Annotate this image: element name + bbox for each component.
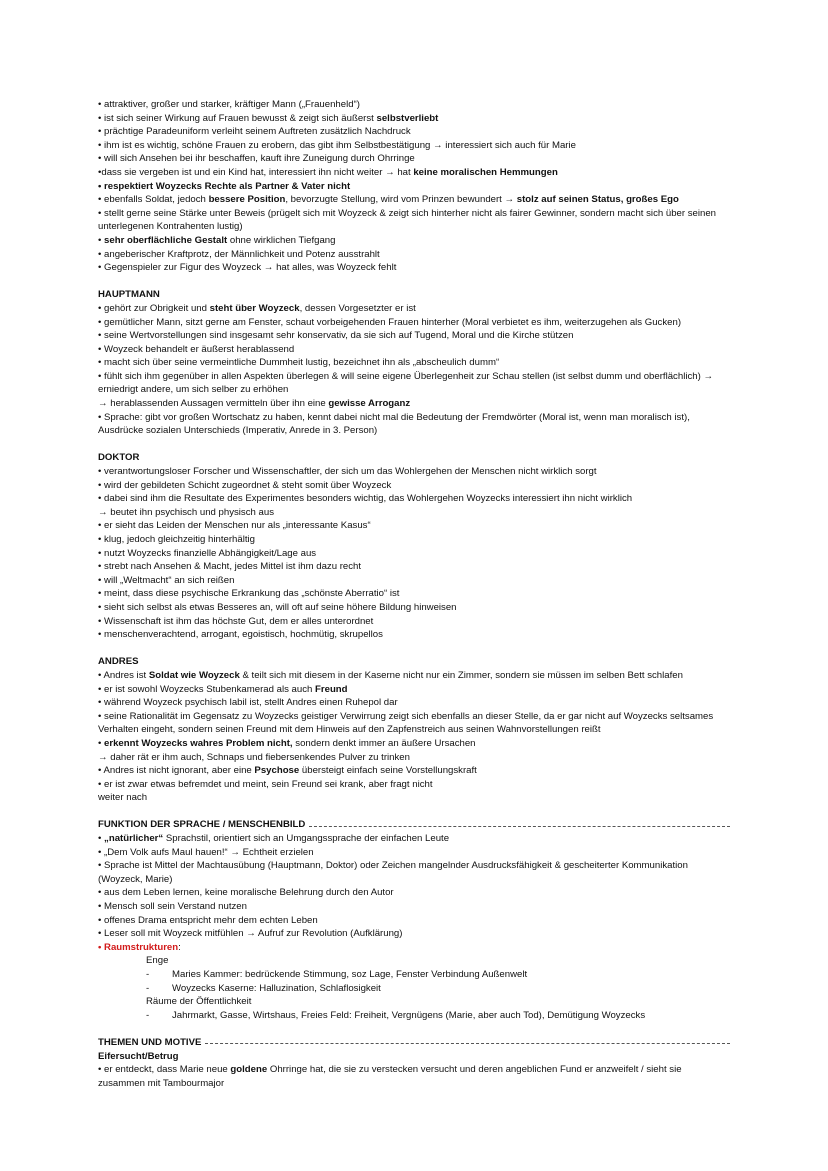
bold-text: „natürlicher“ (104, 833, 164, 845)
list-item: • fühlt sich ihm gegenüber in allen Aspekten überlegen & will seine eigene Überlegenheit zur Schau stellen (ist selbst dumm und oberflächlich) → erniedrigt andere, um sich selber zu erhöhen (98, 370, 714, 396)
text: • gehört zur Obrigkeit und (98, 302, 210, 314)
list-item: • will sich Ansehen bei ihr beschaffen, kauft ihre Zuneigung durch Ohrringe (98, 153, 415, 165)
bold-text: steht über Woyzeck (209, 302, 300, 314)
text: • ebenfalls Soldat, jedoch (98, 194, 209, 206)
dash: - (146, 982, 150, 994)
bold-text: selbstverliebt (376, 112, 439, 124)
text: • (98, 737, 105, 749)
text: , bevorzugte Stellung, wird vom Prinzen bewundert → (285, 194, 517, 206)
dashed-rule (309, 826, 730, 827)
list-item (98, 180, 730, 194)
section-tambourmajor (98, 98, 730, 275)
list-item: • Sprache ist Mittel der Machtausübung (Hauptmann, Doktor) oder Zeichen mangelnder Ausdrucksfähigkeit & gescheiterter Kommunikation (Woyzeck, Marie) (98, 860, 688, 885)
list-item (98, 234, 730, 248)
section-heading: ANDRES (98, 656, 139, 668)
bold-text: stolz auf seinen Status, großes Ego (516, 194, 679, 206)
bold-text: keine moralischen Hemmungen (413, 166, 558, 178)
dashed-rule (205, 1043, 730, 1044)
spacer (98, 275, 730, 289)
text: • (98, 833, 105, 845)
list-item: • meint, dass diese psychische Erkrankung das „schönste Aberratio“ ist (98, 588, 400, 600)
text: , dessen Vorgesetzter er ist (299, 302, 416, 314)
list-item: • aus dem Leben lernen, keine moralische Belehrung durch den Autor (98, 887, 394, 899)
list-item: → daher rät er ihm auch, Schnaps und fiebersenkendes Pulver zu trinken (98, 751, 410, 763)
red-bullet: • (98, 941, 105, 953)
text: sondern denkt immer an äußere Ursachen (292, 737, 476, 749)
bold-text: sehr oberflächliche Gestalt (104, 234, 228, 246)
bold-text: gewisse Arroganz (328, 398, 411, 410)
list-item: • prächtige Paradeuniform verleiht seinem Auftreten zusätzlich Nachdruck (98, 126, 411, 138)
text: • ist sich seiner Wirkung auf Frauen bewusst & zeigt sich äußerst (98, 112, 377, 124)
sub-heading: Enge (146, 955, 169, 967)
document-content (98, 98, 730, 1090)
list-item: → beutet ihn psychisch und physisch aus (98, 506, 274, 518)
list-item: • macht sich über seine vermeintliche Dummheit lustig, bezeichnet ihn als „abscheulich dumm“ (98, 357, 500, 369)
text: übersteigt einfach seine Vorstellungskraft (299, 765, 477, 777)
bold-text: bessere Position (208, 194, 286, 206)
list-item (98, 1009, 730, 1023)
list-item: • während Woyzeck psychisch labil ist, stellt Andres einen Ruhepol dar (98, 697, 398, 709)
bold-text: Freund (315, 683, 348, 695)
list-item: • seine Rationalität im Gegensatz zu Woyzecks geistiger Verwirrung zeigt sich ebenfalls an dieser Stelle, da er gar nicht auf Woyzecks seltsames Verhalten eingeht, sondern seinen Freund mit dem Hinweis auf den Zapfenstreich aus seinen Wahnvorstellungen reißt (98, 710, 714, 736)
list-item (98, 112, 730, 126)
bold-text: goldene (230, 1064, 268, 1076)
list-item: weiter nach (98, 792, 148, 804)
text: • er entdeckt, dass Marie neue (98, 1064, 231, 1076)
list-item: • Leser soll mit Woyzeck mitfühlen → Aufruf zur Revolution (Aufklärung) (98, 928, 403, 940)
list-item: • wird der gebildeten Schicht zugeordnet & steht somit über Woyzeck (98, 479, 392, 491)
text: • (98, 234, 105, 246)
text: • Andres ist (98, 669, 149, 681)
list-item: • strebt nach Ansehen & Macht, jedes Mittel ist ihm dazu recht (98, 561, 362, 573)
list-item (98, 968, 730, 982)
section-heading: HAUPTMANN (98, 289, 160, 301)
text: Sprachstil, orientiert sich an Umgangssprache der einfachen Leute (163, 833, 450, 845)
section-hauptmann (98, 288, 730, 438)
list-item: • menschenverachtend, arrogant, egoistisch, hochmütig, skrupellos (98, 629, 383, 641)
dash: - (146, 969, 150, 980)
list-item (98, 166, 730, 180)
heading-text: FUNKTION DER SPRACHE / MENSCHENBILD (98, 819, 306, 831)
spacer (98, 805, 730, 819)
text: & teilt sich mit diesem in der Kaserne nicht nur ein Zimmer, sondern sie müssen im selben Bett schlafen (239, 669, 683, 681)
list-item: • stellt gerne seine Stärke unter Beweis (prügelt sich mit Woyzeck & zeigt sich hinterher nicht als fairer Gewinner, sondern macht sich über seinen unterlegenen Kontrahenten lustig) (98, 207, 717, 233)
list-item: • ihm ist es wichtig, schöne Frauen zu erobern, das gibt ihm Selbstbestätigung → interessiert sich auch für Marie (98, 139, 576, 151)
section-themen-und-motive (98, 1036, 730, 1090)
list-item: • seine Wertvorstellungen sind insgesamt sehr konservativ, da sie sich auf Tugend, Moral und die Kirche stützen (98, 330, 574, 342)
list-item (98, 832, 730, 846)
list-item (98, 193, 730, 207)
list-item: • angeberischer Kraftprotz, der Männlichkeit und Potenz ausstrahlt (98, 248, 380, 260)
list-item (98, 737, 730, 751)
list-item: • nutzt Woyzecks finanzielle Abhängigkeit/Lage aus (98, 547, 317, 559)
text: Woyzecks Kaserne: Halluzination, Schlaflosigkeit (172, 982, 381, 994)
list-item (98, 397, 730, 411)
text: Maries Kammer: bedrückende Stimmung, soz Lage, Fenster Verbindung Außenwelt (172, 969, 528, 980)
list-item: • will „Weltmacht“ an sich reißen (98, 574, 235, 586)
list-item: • gemütlicher Mann, sitzt gerne am Fenster, schaut vorbeigehenden Frauen hinterher (Moral verbietet es ihm, weiterzugehen als Gucken) (98, 316, 682, 328)
list-item: • dabei sind ihm die Resultate des Experimentes besonders wichtig, das Wohlergehen Woyzecks interessiert ihn nicht wirklich (98, 493, 633, 505)
heading-text: THEMEN UND MOTIVE (98, 1036, 202, 1048)
list-item: • Gegenspieler zur Figur des Woyzeck → hat alles, was Woyzeck fehlt (98, 262, 397, 274)
list-item (98, 982, 730, 996)
text: • er ist sowohl Woyzecks Stubenkamerad als auch (98, 683, 316, 695)
spacer (98, 438, 730, 452)
list-item: • verantwortungsloser Forscher und Wissenschaftler, der sich um das Wohlergehen der Menschen nicht wirklich sorgt (98, 466, 597, 478)
list-item: • Mensch soll sein Verstand nutzen (98, 901, 247, 913)
list-item: • klug, jedoch gleichzeitig hinterhältig (98, 534, 255, 545)
sub-heading: Räume der Öffentlichkeit (146, 996, 252, 1008)
bold-text: Soldat wie Woyzeck (148, 669, 240, 681)
list-item (98, 683, 730, 697)
text: : (178, 941, 181, 953)
section-doktor (98, 451, 730, 641)
bold-text: Psychose (254, 765, 300, 777)
list-item: • Sprache: gibt vor großen Wortschatz zu haben, kennt dabei nicht mal die Bedeutung der Fremdwörter (Moral ist, wenn man moralisch ist), Ausdrücke sozialen Unterschieds (Imperativ, Anrede in 3. Person) (98, 411, 690, 437)
section-andres (98, 655, 730, 805)
list-item: • sieht sich selbst als etwas Besseres an, will oft auf seine höhere Bildung hinweisen (98, 601, 457, 613)
section-heading (98, 1036, 730, 1050)
text: ohne wirklichen Tiefgang (227, 234, 336, 246)
spacer (98, 642, 730, 656)
list-item: • attraktiver, großer und starker, kräftiger Mann („Frauenheld“) (98, 99, 360, 110)
text: •dass sie vergeben ist und ein Kind hat, interessiert ihn nicht weiter → hat (98, 166, 414, 178)
list-item: • offenes Drama entspricht mehr dem echten Leben (98, 914, 318, 926)
bold-text: • respektiert Woyzecks Rechte als Partner & Vater nicht (98, 180, 351, 192)
text: → herablassenden Aussagen vermitteln über ihn eine (98, 398, 329, 410)
spacer (98, 1022, 730, 1036)
section-heading: DOKTOR (98, 452, 140, 464)
section-funktion-der-sprache (98, 818, 730, 1022)
text: Ohrringe hat, die sie zu verstecken versucht und deren angeblichen Fund er anzweifelt / sieht sie zusammen mit Tambourmajor (98, 1064, 682, 1089)
text: Jahrmarkt, Gasse, Wirtshaus, Freies Feld: Freiheit, Vergnügens (Marie, aber auch Tod), Demütigung Woyzecks (172, 1009, 646, 1021)
bold-text: erkennt Woyzecks wahres Problem nicht, (104, 737, 293, 749)
list-item: • Wissenschaft ist ihm das höchste Gut, dem er alles unterordnet (98, 615, 374, 627)
list-item: • er ist zwar etwas befremdet und meint, sein Freund sei krank, aber fragt nicht (98, 778, 433, 790)
list-item: • Woyzeck behandelt er äußerst herablassend (98, 343, 295, 355)
list-item (98, 764, 730, 778)
list-item: • er sieht das Leiden der Menschen nur als „interessante Kasus“ (98, 520, 371, 532)
section-heading (98, 818, 730, 832)
list-item (98, 302, 730, 316)
text: • Andres ist nicht ignorant, aber eine (98, 765, 255, 777)
list-item: • „Dem Volk aufs Maul hauen!“ → Echtheit erzielen (98, 846, 314, 858)
list-item (98, 941, 730, 955)
red-bold-text: Raumstrukturen (104, 941, 179, 953)
list-item (98, 669, 730, 683)
dash: - (146, 1009, 150, 1021)
sub-heading: Eifersucht/Betrug (98, 1050, 179, 1062)
list-item (98, 1063, 730, 1090)
